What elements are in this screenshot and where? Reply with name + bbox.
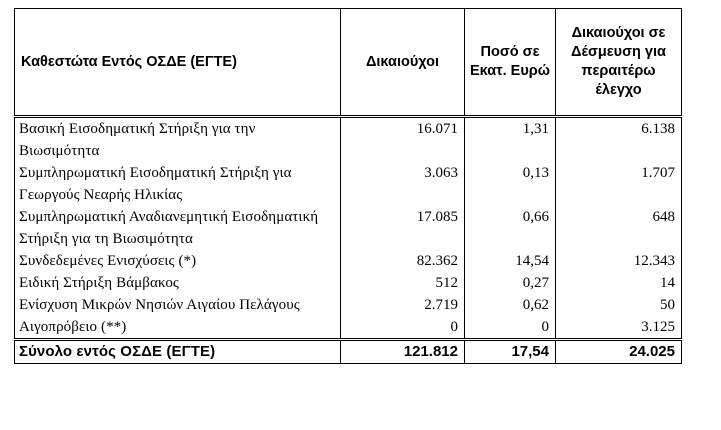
row-pending: 12.343: [556, 250, 682, 272]
row-beneficiaries: 0: [341, 316, 465, 340]
row-name: Ενίσχυση Μικρών Νησιών Αιγαίου Πελάγους: [15, 294, 341, 316]
table-row: [15, 206, 682, 250]
header-beneficiaries: Δικαιούχοι: [341, 9, 465, 117]
row-beneficiaries: 16.071: [341, 117, 465, 163]
row-name: Συνδεδεμένες Ενισχύσεις (*): [15, 250, 341, 272]
total-beneficiaries: 121.812: [341, 340, 465, 364]
row-pending: 14: [556, 272, 682, 294]
row-amount: 0: [465, 316, 556, 340]
row-pending: 1.707: [556, 162, 682, 206]
header-amount: Ποσό σε Εκατ. Ευρώ: [465, 9, 556, 117]
row-beneficiaries: 17.085: [341, 206, 465, 250]
row-beneficiaries: 82.362: [341, 250, 465, 272]
row-amount: 0,66: [465, 206, 556, 250]
row-beneficiaries: 3.063: [341, 162, 465, 206]
total-label: Σύνολο εντός ΟΣΔΕ (ΕΓΤΕ): [15, 340, 341, 364]
row-name: Συμπληρωματική Εισοδηματική Στήριξη για Γεωργούς Νεαρής Ηλικίας: [15, 162, 341, 206]
row-amount: 0,13: [465, 162, 556, 206]
row-amount: 0,27: [465, 272, 556, 294]
header-status: Καθεστώτα Εντός ΟΣΔΕ (ΕΓΤΕ): [15, 9, 341, 117]
row-pending: 6.138: [556, 117, 682, 163]
total-pending: 24.025: [556, 340, 682, 364]
row-name: Ειδική Στήριξη Βάμβακος: [15, 272, 341, 294]
row-amount: 0,62: [465, 294, 556, 316]
row-pending: 3.125: [556, 316, 682, 340]
row-amount: 1,31: [465, 117, 556, 163]
header-pending: Δικαιούχοι σε Δέσμευση για περαιτέρω έλεγχο: [556, 9, 682, 117]
table-row: [15, 272, 682, 294]
table-row: [15, 250, 682, 272]
row-pending: 50: [556, 294, 682, 316]
row-beneficiaries: 2.719: [341, 294, 465, 316]
total-row: [15, 340, 682, 364]
table-header-row: [15, 9, 682, 117]
row-name: Βασική Εισοδηματική Στήριξη για την Βιωσιμότητα: [15, 117, 341, 163]
table-row: [15, 117, 682, 163]
row-amount: 14,54: [465, 250, 556, 272]
row-name: Συμπληρωματική Αναδιανεμητική Εισοδηματική Στήριξη για τη Βιωσιμότητα: [15, 206, 341, 250]
total-amount: 17,54: [465, 340, 556, 364]
row-name: Αιγοπρόβειο (**): [15, 316, 341, 340]
row-beneficiaries: 512: [341, 272, 465, 294]
table-row: [15, 316, 682, 340]
table-row: [15, 294, 682, 316]
row-pending: 648: [556, 206, 682, 250]
table-row: [15, 162, 682, 206]
subsidy-table: [14, 8, 682, 364]
